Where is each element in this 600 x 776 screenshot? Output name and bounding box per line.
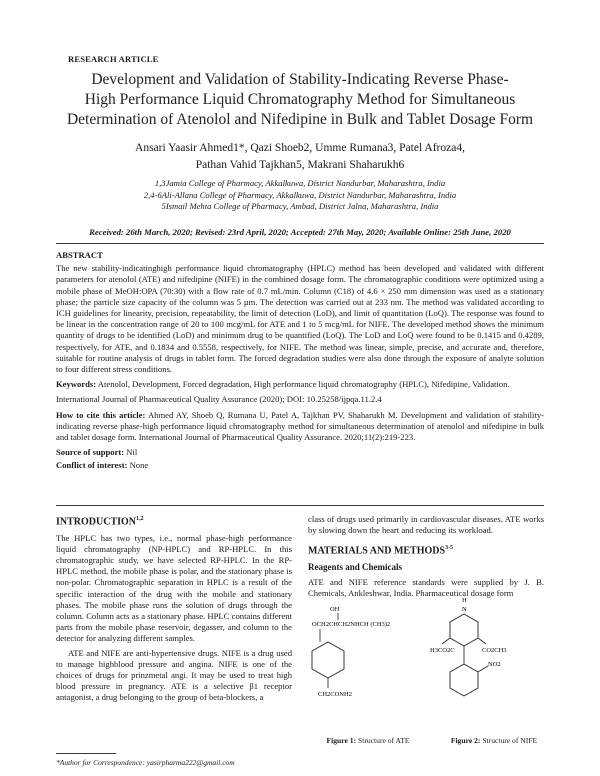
article-type-label: RESEARCH ARTICLE bbox=[68, 54, 159, 64]
introduction-refs: 1,2 bbox=[136, 516, 144, 522]
journal-doi: International Journal of Pharmaceutical Quality Assurance (2020); DOI: 10.25258/ijpqa.11.2.4 bbox=[56, 394, 382, 405]
title-line-1: Development and Validation of Stability-Indicating Reverse Phase- bbox=[91, 71, 509, 88]
paper-title bbox=[40, 70, 560, 130]
divider-top bbox=[56, 243, 544, 244]
conflict-of-interest bbox=[56, 460, 544, 471]
nife-right-ester: CO2CH3 bbox=[482, 647, 507, 654]
intro-continued-paragraph: class of drugs used primarily in cardiovascular diseases. ATE works by slowing down the heart and reducing its workload. bbox=[308, 514, 544, 536]
affiliation-1: 1,3Jamia College of Pharmacy, Akkalkuwa, District Nandurbar, Maharashtra, India bbox=[154, 178, 446, 188]
source-of-support bbox=[56, 447, 544, 458]
ate-bottom-label: CH2CONH2 bbox=[318, 691, 352, 698]
abstract-heading: ABSTRACT bbox=[56, 250, 103, 260]
author-list bbox=[40, 140, 560, 174]
intro-paragraph-1: The HPLC has two types, i.e., normal phase-high performance liquid chromatography (NP-HPLC) and RP-HPLC. In this chromatographic study, we have selected RP-HPLC. In the RP-HPLC method, the mobile phase is polar, and the stationary phase is non-polar. Chromatographic separation in HPLC is a result of the specific interaction of the drug with the mobile and stationary phases. The mobile phase runs the solution of drugs through the column. Column acts as a stationary phase. HPLC contains different parts from the mobile phase reservoir, degasser, and column to the detector for analyzing different samples. bbox=[56, 532, 292, 644]
nife-h-label: H bbox=[462, 597, 467, 604]
keywords-label: Keywords: bbox=[56, 379, 97, 390]
affiliation-2: 2,4-6Ali-Allana College of Pharmacy, Akkalkuwa, District Nandurbar, Maharashtra, India bbox=[143, 189, 457, 200]
support-value: Nil bbox=[126, 447, 138, 458]
divider-bottom bbox=[56, 505, 544, 506]
figure-1-caption: Figure 1: Structure of ATE bbox=[326, 736, 410, 745]
intro-paragraph-2: ATE and NIFE are anti-hypertensive drugs. NIFE is a drug used to manage highblood pressure and angina. NIFE is one of the choices of drugs for prinzmetal angi. It may be used to treat high blood pressure in pregnancy. ATE is a selective β1 receptor antagonist, a drug belonging to the group of beta-blockers, a bbox=[56, 647, 292, 703]
keywords-text: Atenolol, Development, Forced degradation, High performance liquid chromatography (HPLC), Nifedipine, Validation. bbox=[97, 379, 510, 390]
nife-no2-label: NO2 bbox=[488, 661, 501, 668]
citation bbox=[56, 410, 544, 444]
introduction-heading: INTRODUCTION$^{1,2}$ bbox=[56, 516, 144, 528]
affiliations bbox=[40, 178, 560, 213]
title-line-3: Determination of Atenolol and Nifedipine in Bulk and Tablet Dosage Form bbox=[66, 111, 534, 128]
figure-2-caption: Figure 2: Structure of NIFE bbox=[450, 736, 538, 745]
publication-dates: Received: 26th March, 2020; Revised: 23rd April, 2020; Accepted: 27th May, 2020; Available Online: 25th June, 2020 bbox=[89, 227, 511, 237]
ate-structure-figure bbox=[308, 598, 426, 736]
ate-benzene-ring bbox=[312, 642, 344, 678]
introduction-column bbox=[56, 514, 292, 707]
authors-line-1: Ansari Yaasir Ahmed1*, Qazi Shoeb2, Umme Rumana3, Patel Afroza4, bbox=[135, 142, 465, 154]
footnote-rule bbox=[56, 753, 116, 754]
reagents-heading: Reagents and Chemicals bbox=[308, 561, 402, 572]
methods-column bbox=[308, 514, 544, 603]
citation-text: Ahmed AY, Shoeb Q, Rumana U, Patel A, Tajkhan PV, Shaharukh M. Development and validation of stability-indicating reverse phase-high performance liquid chromatography method for simultaneous determination of atenolol and nifedipine in bulk and tablet dosage form. International Journal of Pharmaceutical Quality Assurance. 2020;11(2):219-223. bbox=[56, 409, 544, 443]
nife-dihydropyridine-ring bbox=[450, 614, 478, 646]
keywords bbox=[56, 379, 544, 390]
methods-heading: MATERIALS AND METHODS$^{3-5}$ bbox=[308, 545, 454, 557]
reagents-paragraph: ATE and NIFE reference standards were supplied by J. B. Chemicals, Ankleshwar, India. Pharmaceutical dosage form bbox=[308, 577, 544, 599]
methods-refs: 3-5 bbox=[445, 545, 454, 552]
ate-oh-label: OH bbox=[330, 606, 340, 613]
title-line-2: High Performance Liquid Chromatography Method for Simultaneous bbox=[84, 91, 516, 108]
conflict-value: None bbox=[129, 460, 149, 471]
correspondence-footnote: *Author for Correspondence: yasirpharma222@gmail.com bbox=[56, 758, 235, 767]
abstract-section bbox=[56, 250, 544, 472]
abstract-text: The new stability-indicatinghigh performance liquid chromatography (HPLC) method has been developed and validated with different parameters for atenolol (ATE) and nifedipine (NIFE) in the combined dosage form. The chromatographic conditions were optimized using a mobile phase of MeOH:OPA (70:30) with a flow rate of 0.7 mL/min. Column (C18) of 4.6 × 250 mm dimension was used as a stationary phase; the particle size capacity of the column was 5 µm. The detection was carried out at 233 nm. The method was validated according to ICH guidelines for linearity, precision, repeatability, the limit of detection (LoD), and limit of quantitation (LoQ). The response was found to be linear in the concentration range of 20 to 100 mcg/mL for ATE and 1 to 5 mcg/mL for NIFE. The developed method shows the minimum quantity of drugs to be identified (LoD) and minimum drug to be quantified (LoQ). The LoD and LoQ were found to be 0.1415 and 0.4289, respectively, for ATE, and 0.1834 and 0.5558, respectively, for NIFE. The method was linear, simple, precise, and accurate and, therefore, suitable for routine analysis of drugs in tablet form. The forced degradation studies were also done through the exposure of analyte solution to four different stress conditions. bbox=[56, 263, 544, 375]
citation-label: How to cite this article: bbox=[56, 409, 146, 420]
nife-structure-figure bbox=[430, 592, 550, 736]
authors-line-2: Pathan Vahid Tajkhan5, Makrani Shaharukh6 bbox=[195, 159, 405, 171]
affiliation-3: 5Ismail Mehta College of Pharmacy, Ambad, District Jalna, Maharashtra, India bbox=[161, 201, 439, 211]
conflict-label: Conflict of interest: bbox=[56, 460, 128, 471]
ate-side-chain-label: OCH2CHCH2NHCH (CH3)2 bbox=[312, 621, 391, 628]
support-label: Source of support: bbox=[56, 447, 125, 458]
nife-n-label: N bbox=[462, 606, 467, 613]
nife-left-ester: H3CO2C bbox=[430, 647, 455, 654]
nife-phenyl-ring bbox=[450, 664, 478, 696]
